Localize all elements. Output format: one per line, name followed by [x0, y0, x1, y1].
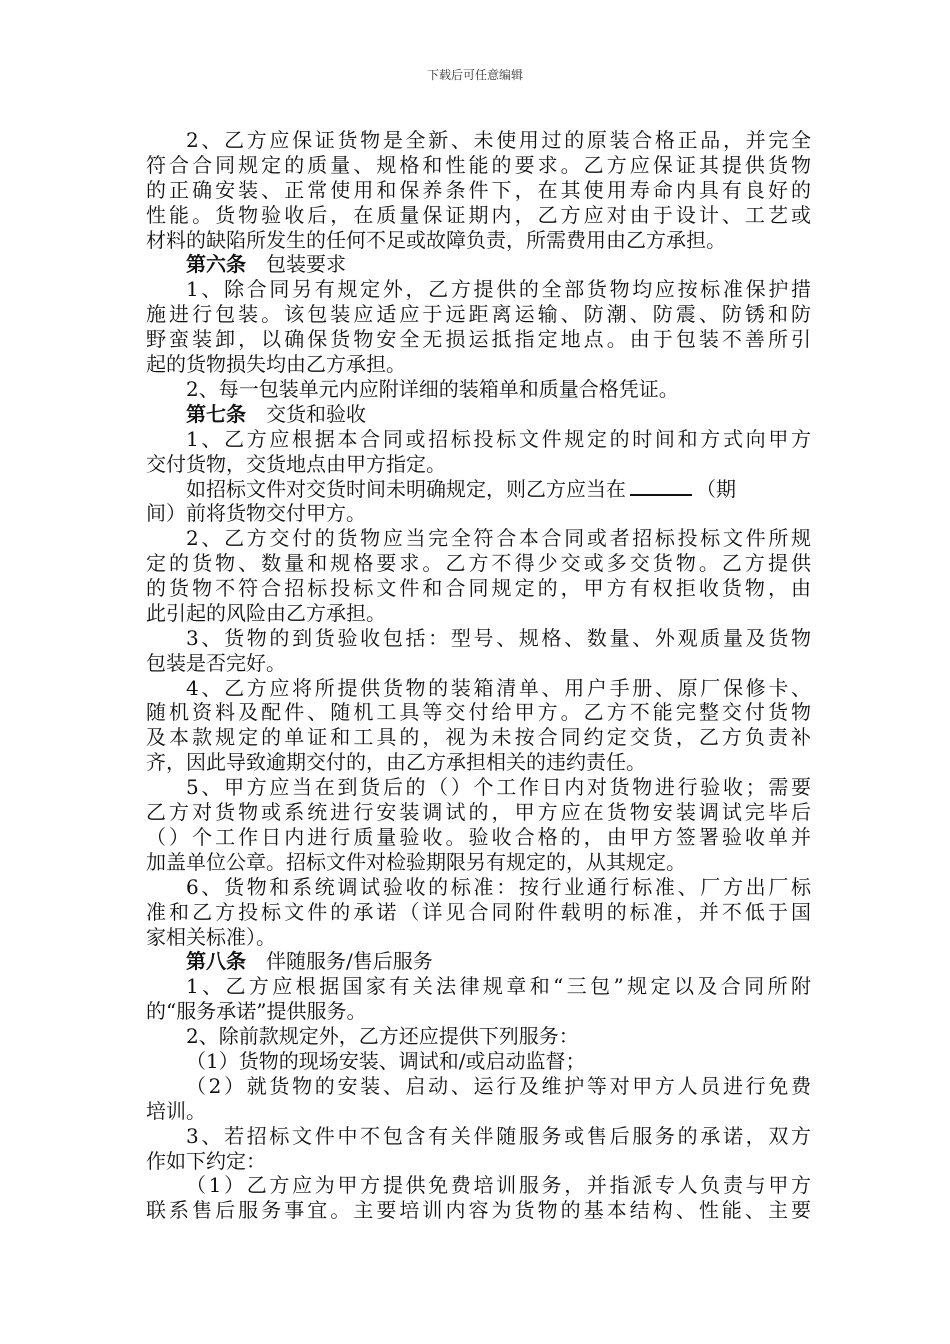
- text-line: 符合合同规定的质量、规格和性能的要求。乙方应保证其提供货物: [146, 152, 811, 177]
- text-line: 1、乙方应根据本合同或招标投标文件规定的时间和方式向甲方: [186, 426, 811, 451]
- text-line: 2、每一包装单元内应附详细的装箱单和质量合格凭证。: [186, 376, 679, 401]
- text-line: 包装是否完好。: [146, 650, 286, 675]
- text-line: 3、货物的到货验收包括：型号、规格、数量、外观质量及货物: [186, 625, 811, 650]
- text-line: 此引起的风险由乙方承担。: [146, 600, 386, 625]
- text-segment: （期: [696, 477, 736, 502]
- text-line: 2、乙方应保证货物是全新、未使用过的原装合格正品，并完全: [186, 128, 811, 152]
- text-line: 6、货物和系统调试验收的标准：按行业通行标准、厂方出厂标: [186, 874, 811, 899]
- article-heading: [146, 949, 811, 974]
- document-body: [146, 128, 811, 1223]
- article-title: 包装要求: [266, 252, 346, 277]
- text-line: [146, 476, 811, 501]
- text-line: 性能。货物验收后，在质量保证期内，乙方应对由于设计、工艺或: [146, 202, 811, 227]
- article-heading: [146, 252, 811, 277]
- text-line: 的货物不符合招标投标文件和合同规定的，甲方有权拒收货物，由: [146, 576, 811, 601]
- text-line: 材料的缺陷所发生的任何不足或故障负责，所需费用由乙方承担。: [146, 227, 726, 252]
- text-line: 培训。: [146, 1098, 206, 1123]
- text-line: 2、除前款规定外，乙方还应提供下列服务：: [186, 1024, 579, 1049]
- text-line: 及本款规定的单证和工具的，视为未按合同约定交货，乙方负责补: [146, 725, 811, 750]
- text-line: 1、乙方应根据国家有关法律规章和“三包”规定以及合同所附: [186, 974, 811, 999]
- text-line: （1）乙方应为甲方提供免费培训服务，并指派专人负责与甲方: [186, 1173, 811, 1198]
- text-line: 准和乙方投标文件的承诺（详见合同附件载明的标准，并不低于国: [146, 899, 811, 924]
- text-line: 家相关标准）。: [146, 924, 276, 949]
- text-line: （2）就货物的安装、启动、运行及维护等对甲方人员进行免费: [186, 1073, 811, 1098]
- text-line: （）个工作日内进行质量验收。验收合格的，由甲方签署验收单并: [146, 824, 811, 849]
- text-line: 定的货物、数量和规格要求。乙方不得少交或多交货物。乙方提供: [146, 551, 811, 576]
- text-line: 2、乙方交付的货物应当完全符合本合同或者招标投标文件所规: [186, 526, 811, 551]
- text-line: 起的货物损失均由乙方承担。: [146, 352, 406, 377]
- text-line: 齐，因此导致逾期交付的，由乙方承担相关的违约责任。: [146, 750, 646, 775]
- article-number: 第六条: [186, 252, 246, 277]
- article-number: 第七条: [186, 401, 246, 426]
- fill-in-blank: [630, 476, 692, 496]
- text-line: 联系售后服务事宜。主要培训内容为货物的基本结构、性能、主要: [146, 1198, 811, 1223]
- text-line: （1）货物的现场安装、调试和/或启动监督；: [186, 1048, 586, 1073]
- article-title: 伴随服务/售后服务: [266, 949, 433, 974]
- text-line: 施进行包装。该包装应适应于远距离运输、防潮、防震、防锈和防: [146, 302, 811, 327]
- article-title: 交货和验收: [266, 401, 366, 426]
- text-line: 交付货物，交货地点由甲方指定。: [146, 451, 446, 476]
- text-line: 间）前将货物交付甲方。: [146, 501, 366, 526]
- text-line: 1、除合同另有规定外，乙方提供的全部货物均应按标准保护措: [186, 277, 811, 302]
- article-number: 第八条: [186, 949, 246, 974]
- text-line: 作如下约定：: [146, 1148, 266, 1173]
- text-line: 5、甲方应当在到货后的（）个工作日内对货物进行验收；需要: [186, 775, 811, 800]
- text-line: 随机资料及配件、随机工具等交付给甲方。乙方不能完整交付货物: [146, 700, 811, 725]
- text-line: 4、乙方应将所提供货物的装箱清单、用户手册、原厂保修卡、: [186, 675, 811, 700]
- text-line: 的正确安装、正常使用和保养条件下，在其使用寿命内具有良好的: [146, 177, 811, 202]
- text-line: 的“服务承诺”提供服务。: [146, 999, 367, 1024]
- text-line: 乙方对货物或系统进行安装调试的，甲方应在货物安装调试完毕后: [146, 800, 811, 825]
- article-heading: [146, 402, 811, 427]
- text-segment: 如招标文件对交货时间未明确规定，则乙方应当在: [186, 477, 626, 502]
- text-line: 加盖单位公章。招标文件对检验期限另有规定的，从其规定。: [146, 849, 686, 874]
- text-line: 野蛮装卸，以确保货物安全无损运抵指定地点。由于包装不善所引: [146, 327, 811, 352]
- text-line: 3、若招标文件中不包含有关伴随服务或售后服务的承诺，双方: [186, 1123, 811, 1148]
- page-header: 下载后可任意编辑: [426, 68, 523, 82]
